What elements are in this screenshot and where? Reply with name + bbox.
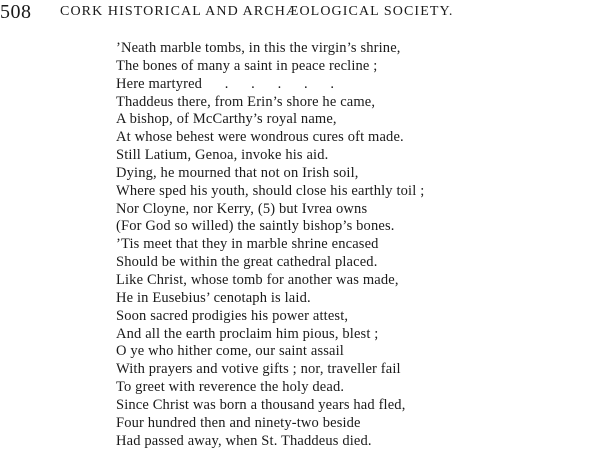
poem-line: The bones of many a saint in peace recline ; (116, 57, 378, 74)
poem-line: Since Christ was born a thousand years had fled, (116, 396, 406, 413)
running-title: CORK HISTORICAL AND ARCHÆOLOGICAL SOCIETY. (60, 4, 454, 19)
poem-line: Four hundred then and ninety-two beside (116, 414, 361, 431)
poem-line: ’Tis meet that they in marble shrine encased (116, 236, 379, 253)
page-number: 508 (0, 1, 32, 23)
poem-line: To greet with reverence the holy dead. (116, 379, 345, 396)
poem-line: Still Latium, Genoa, invoke his aid. (116, 147, 329, 164)
poem-line: Like Christ, whose tomb for another was made, (116, 271, 399, 288)
poem-line: Nor Cloyne, nor Kerry, (5) but Ivrea owns (116, 200, 368, 217)
poem-line: Should be within the great cathedral placed. (116, 254, 378, 271)
poem-line: Had passed away, when St. Thaddeus died. (116, 432, 372, 449)
poem-line: And all the earth proclaim him pious, blest ; (116, 325, 379, 342)
poem-line: O ye who hither come, our saint assail (116, 343, 344, 360)
poem-line: Where sped his youth, should close his earthly toil ; (116, 182, 425, 199)
poem-line: Thaddeus there, from Erin’s shore he came, (116, 93, 376, 110)
poem-line: ’Neath marble tombs, in this the virgin’s shrine, (116, 40, 401, 56)
poem (116, 40, 586, 450)
poem-line: Dying, he mourned that not on Irish soil, (116, 164, 359, 181)
poem-line: With prayers and votive gifts ; nor, traveller fail (116, 361, 401, 378)
poem-line: Soon sacred prodigies his power attest, (116, 307, 349, 324)
poem-line: A bishop, of McCarthy’s royal name, (116, 111, 337, 128)
poem-line: Here martyred . . . . . (116, 75, 335, 92)
poem-line: He in Eusebius’ cenotaph is laid. (116, 289, 311, 306)
poem-line: (For God so willed) the saintly bishop’s bones. (116, 218, 395, 235)
poem-line: At whose behest were wondrous cures oft made. (116, 129, 404, 146)
